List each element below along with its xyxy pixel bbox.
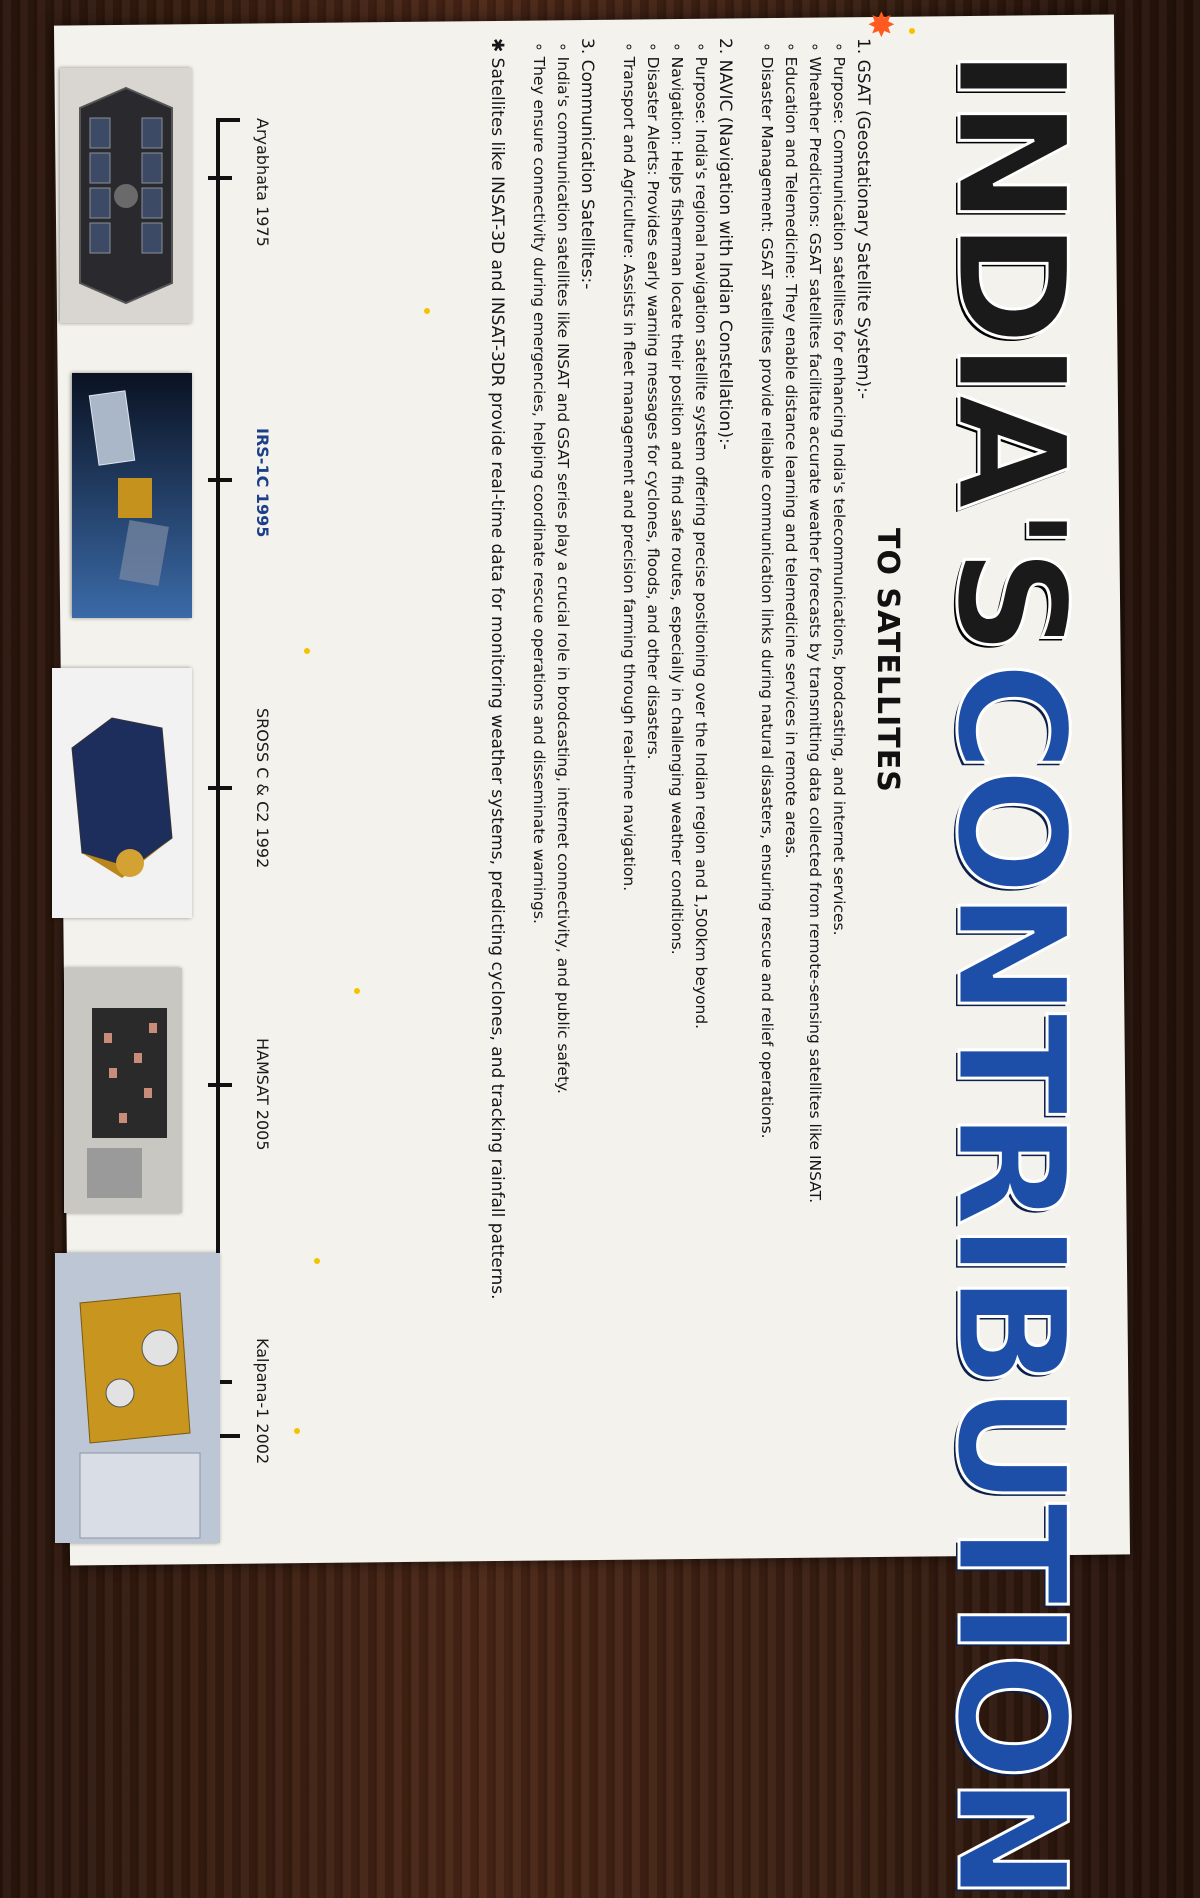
yellow-dot — [304, 648, 310, 654]
timeline-label-kalpana: Kalpana-1 2002 — [253, 1338, 272, 1465]
title-word-contribution: CONTRIBUTION — [923, 661, 1097, 1898]
bullet-item: ∘ India's communication satellites like INSAT and GSAT series play a crucial role in brodcasting, internet connectivity, and public safety. — [554, 42, 572, 1094]
satellite-photo-kalpana — [55, 1253, 220, 1543]
timeline-label-irs: IRS-1C 1995 — [253, 428, 272, 538]
poster-subtitle: TO SATELLITES — [870, 528, 905, 793]
satellite-photo-sross — [52, 668, 192, 918]
section-gsat — [755, 38, 875, 1338]
notes-body — [485, 38, 875, 1338]
section-communication — [527, 38, 599, 1338]
timeline-label-sross: SROSS C & C2 1992 — [253, 708, 272, 869]
bullet-item: ∘ Disaster Management: GSAT satellites provide reliable communication links during natural disasters, ensuring rescue and relief operations. — [758, 42, 776, 1139]
orange-star-icon: ✸ — [860, 10, 900, 39]
bullet-item: ∘ Wheather Predictions: GSAT satellites facilitate accurate weather forecasts by transmitting data collected from remote-sensing satellites like INSAT. — [806, 42, 824, 1204]
yellow-dot — [909, 28, 915, 34]
section-heading: 1. GSAT (Geostationary Satellite System):- — [853, 38, 873, 399]
bullet-item: ∘ Transport and Agriculture: Assists in fleet management and precision farming through real-time navigation. — [620, 42, 638, 892]
footnote: ✱ Satellites like INSAT-3D and INSAT-3DR provide real-time data for monitoring weather systems, predicting cyclones, and tracking rainfall patterns. — [487, 38, 507, 1300]
yellow-dot — [294, 1428, 300, 1434]
timeline-tick — [208, 786, 232, 790]
timeline-end-cap — [216, 118, 240, 122]
title-word-indias: INDIA'S — [923, 48, 1097, 652]
satellite-photo-aryabhata — [60, 68, 192, 323]
section-heading: 2. NAVIC (Navigation with Indian Constellation):- — [715, 38, 735, 450]
bullet-item: ∘ Navigation: Helps fisherman locate their position and find safe routes, especially in challenging weather conditions. — [668, 42, 686, 955]
yellow-dot — [314, 1258, 320, 1264]
bullet-item: ∘ They ensure connectivity during emergencies, helping coordinate rescue operations and disseminate warnings. — [530, 42, 548, 924]
satellite-photo-irs-1c — [72, 373, 192, 618]
timeline-tick — [208, 478, 232, 482]
yellow-dot — [354, 988, 360, 994]
poster-content — [60, 8, 1120, 1898]
bullet-item: ∘ Education and Telemedicine: They enable distance learning and telemedicine services in remote areas. — [782, 42, 800, 859]
timeline-line — [216, 118, 220, 1438]
section-navic — [617, 38, 737, 1338]
bullet-item: ∘ Purpose: India's regional navigation satellite system offering precise positioning over the Indian region and 1,500km beyond. — [692, 42, 710, 1030]
timeline-label-hamsat: HAMSAT 2005 — [253, 1038, 272, 1151]
yellow-dot — [424, 308, 430, 314]
bullet-item: ∘ Disaster Alerts: Provides early warning messages for cyclones, floods, and other disasters. — [644, 42, 662, 760]
poster-title — [910, 48, 1110, 1898]
timeline-label-aryabhata: Aryabhata 1975 — [253, 118, 272, 247]
timeline-tick — [208, 176, 232, 180]
bullet-item: ∘ Purpose: Communication satellites for enhancing India's telecommunications, brodcasting, and internet services. — [830, 42, 848, 936]
timeline — [200, 118, 240, 1438]
section-heading: 3. Communication Satellites:- — [577, 38, 597, 290]
timeline-tick — [208, 1083, 232, 1087]
satellite-photo-hamsat — [64, 968, 182, 1213]
